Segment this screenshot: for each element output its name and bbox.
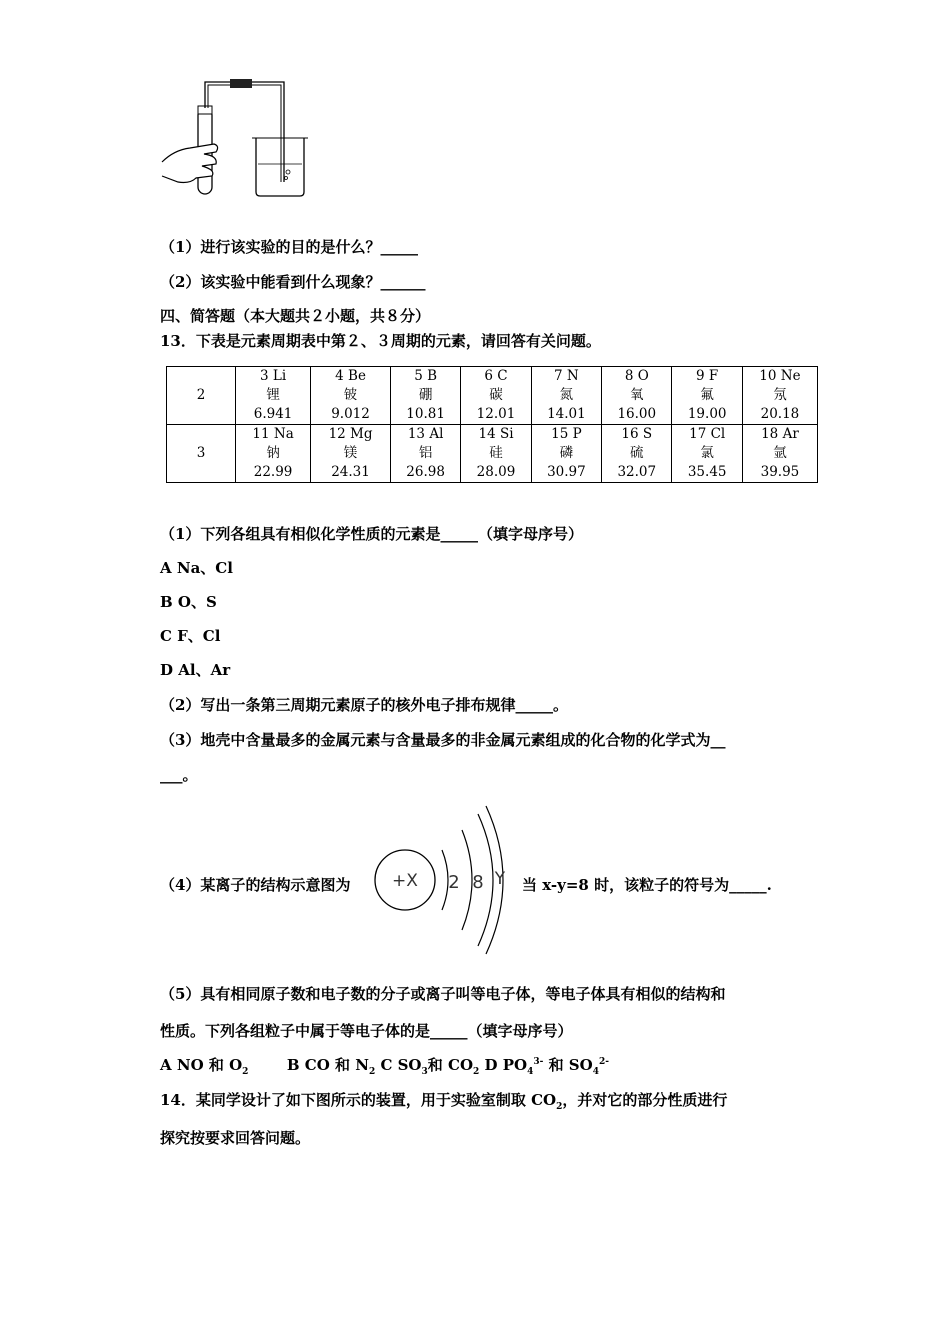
section4-heading: 四、简答题（本大题共２小题，共８分） (160, 307, 431, 325)
ion-structure-diagram (370, 800, 520, 960)
element-cell: 7 N 氮 14.01 (531, 367, 601, 425)
table-row (167, 425, 818, 483)
period-label: 3 (167, 425, 236, 483)
element-cell: 17 Cl 氯 35.45 (672, 425, 742, 483)
q13-sub4-prefix: （4）某离子的结构示意图为 (160, 876, 351, 894)
q12-sub1: （1）进行该实验的目的是什么？_____ (160, 238, 418, 256)
apparatus-figure (160, 72, 310, 202)
element-cell: 11 Na 钠 22.99 (236, 425, 311, 483)
q13-sub3-line2: ___。 (160, 766, 198, 784)
element-cell: 9 F 氟 19.00 (672, 367, 742, 425)
shell1-count: 2 (448, 872, 460, 893)
element-cell: 10 Ne 氖 20.18 (742, 367, 817, 425)
nucleus-label: +X (392, 871, 418, 891)
element-cell: 16 S 硫 32.07 (602, 425, 672, 483)
q13-stem: 13．下表是元素周期表中第２、３周期的元素，请回答有关问题。 (160, 332, 601, 350)
q13-sub3-line1: （3）地壳中含量最多的金属元素与含量最多的非金属元素组成的化合物的化学式为__ (160, 731, 726, 749)
table-row (167, 367, 818, 425)
element-cell: 6 C 碳 12.01 (461, 367, 531, 425)
q14-line2: 探究按要求回答问题。 (160, 1129, 311, 1147)
option-d: D Al、Ar (160, 661, 231, 679)
q13-sub5-line2: 性质。下列各组粒子中属于等电子体的是_____（填字母序号） (160, 1022, 573, 1040)
option-b: B O、S (160, 593, 217, 611)
element-cell: 3 Li 锂 6.941 (236, 367, 311, 425)
shell2-count: 8 (472, 872, 484, 893)
element-cell: 4 Be 铍 9.012 (311, 367, 391, 425)
element-cell: 14 Si 硅 28.09 (461, 425, 531, 483)
element-cell: 15 P 磷 30.97 (531, 425, 601, 483)
element-cell: 8 O 氧 16.00 (602, 367, 672, 425)
period-label: 2 (167, 367, 236, 425)
q13-sub4-suffix: 当 x-y=8 时，该粒子的符号为_____. (522, 876, 772, 894)
element-cell: 5 B 硼 10.81 (390, 367, 460, 425)
q13-sub1: （1）下列各组具有相似化学性质的元素是_____（填字母序号） (160, 525, 583, 543)
option-a: A Na、Cl (160, 559, 233, 577)
element-cell: 13 Al 铝 26.98 (390, 425, 460, 483)
element-cell: 18 Ar 氩 39.95 (742, 425, 817, 483)
q13-sub2: （2）写出一条第三周期元素原子的核外电子排布规律_____。 (160, 696, 568, 714)
option-c: C F、Cl (160, 627, 221, 645)
q14-line1: 14．某同学设计了如下图所示的装置，用于实验室制取 $CO_2$，并对它的部分性质进行 (160, 1091, 728, 1112)
periodic-table (166, 366, 818, 483)
shell3-count: Y (494, 869, 506, 889)
element-cell: 12 Mg 镁 24.31 (311, 425, 391, 483)
q13-sub5-line1: （5）具有相同原子数和电子数的分子或离子叫等电子体，等电子体具有相似的结构和 (160, 985, 726, 1003)
q12-sub2: （2）该实验中能看到什么现象？______ (160, 273, 426, 291)
q13-sub5-options: A NO 和 $O_2$ B CO 和 $N_2$ C $SO_3$和 $CO_2$ D $PO_4^{3-}$ 和 $SO_4^{2-}$ (160, 1056, 609, 1077)
